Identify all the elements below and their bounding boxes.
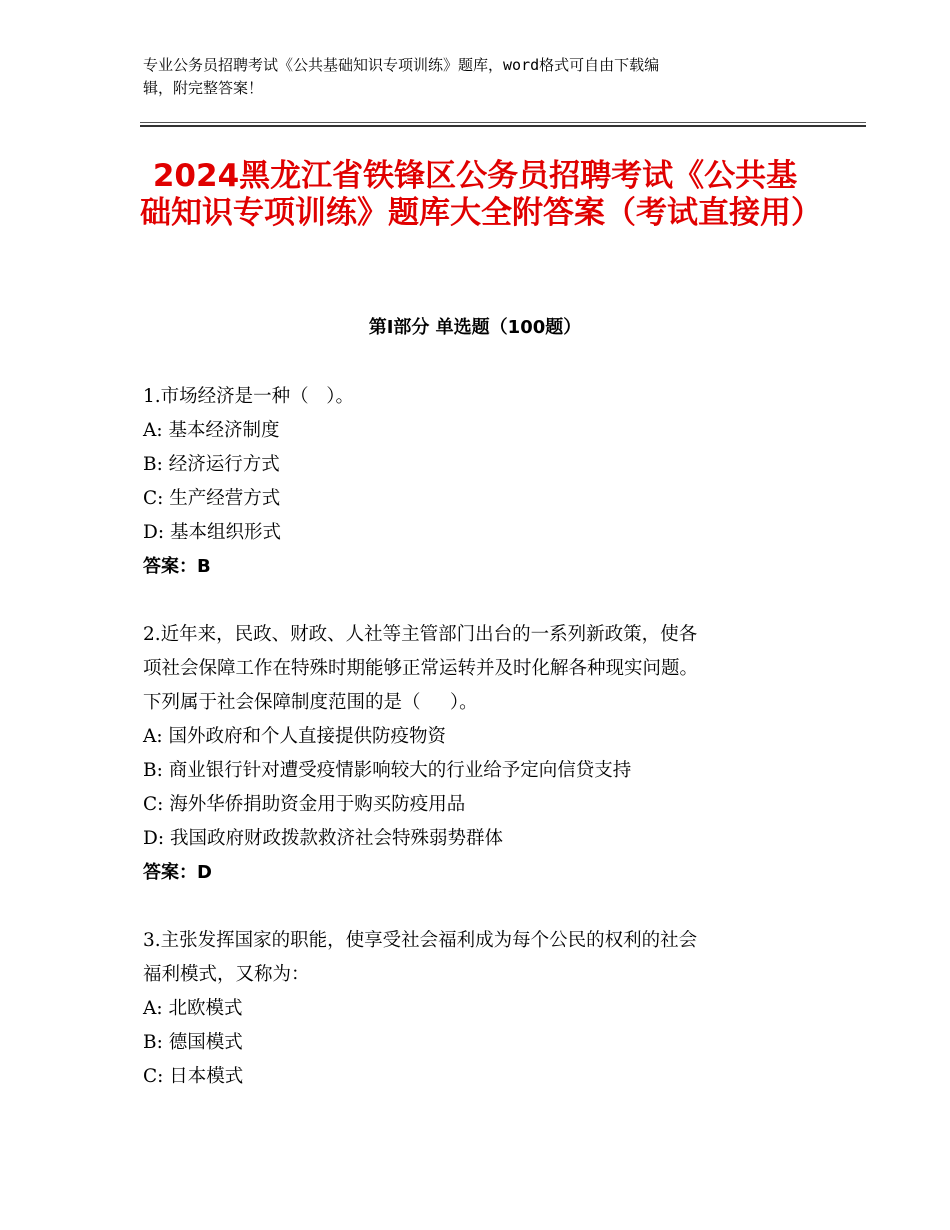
option-c: C: 海外华侨捐助资金用于购买防疫用品 [143,794,466,815]
question-stem: 3.主张发挥国家的职能，使享受社会福利成为每个公民的权利的社会 [143,930,698,951]
option-b: B: 商业银行针对遭受疫情影响较大的行业给予定向信贷支持 [143,760,632,781]
option-a: A: 国外政府和个人直接提供防疫物资 [143,726,446,747]
header-note-line: 专业公务员招聘考试《公共基础知识专项训练》题库，word格式可自由下载编 [143,56,660,74]
header-note-line: 辑，附完整答案！ [143,79,264,97]
option-b: B: 经济运行方式 [143,454,280,475]
question-item [143,380,823,584]
option-b: B: 德国模式 [143,1032,243,1053]
option-c: C: 生产经营方式 [143,488,281,509]
option-d: D: 基本组织形式 [143,522,281,543]
document-title: 2024黑龙江省铁锋区公务员招聘考试《公共基础知识专项训练》题库大全附答案（考试直接用） [140,158,822,231]
header-divider [140,122,866,123]
header-divider [140,125,866,127]
answer-key: 答案：B [143,556,211,577]
section-heading: 第Ⅰ部分 单选题（100题） [368,317,582,338]
question-item [143,618,823,890]
option-c: C: 日本模式 [143,1066,244,1087]
option-d: D: 我国政府财政拨款救济社会特殊弱势群体 [143,828,503,849]
question-stem: 下列属于社会保障制度范围的是（ ）。 [143,692,478,713]
question-stem: 福利模式，又称为： [143,964,310,985]
header-note [143,54,793,100]
question-stem: 2.近年来，民政、财政、人社等主管部门出台的一系列新政策，使各 [143,624,698,645]
answer-key: 答案：D [143,862,212,883]
question-list [143,380,823,1128]
question-stem: 1.市场经济是一种（ ）。 [143,386,355,407]
option-a: A: 北欧模式 [143,998,243,1019]
option-a: A: 基本经济制度 [143,420,280,441]
question-item [143,924,823,1094]
question-stem: 项社会保障工作在特殊时期能够正常运转并及时化解各种现实问题。 [143,658,699,679]
